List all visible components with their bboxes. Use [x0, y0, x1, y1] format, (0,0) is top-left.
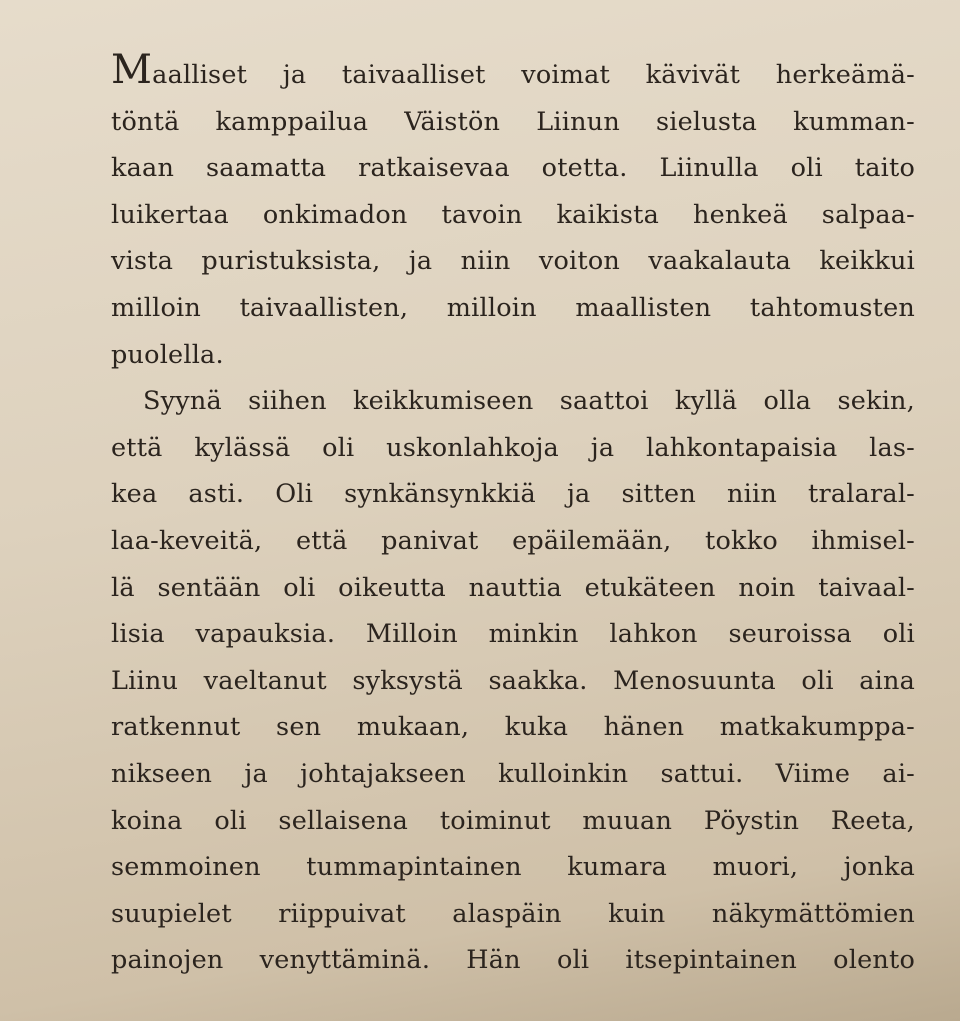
text-line: Syynä siihen keikkumiseen saattoi kyllä olla sekin,: [143, 386, 915, 417]
text-line: puolella.: [111, 339, 224, 370]
text-line: lä sentään oli oikeutta nauttia etukäteen noin taivaal-: [111, 572, 915, 603]
text-line: ratkennut sen mukaan, kuka hänen matkakumppa-: [111, 712, 915, 743]
book-page-text: [111, 47, 915, 984]
text-line: vista puristuksista, ja niin voiton vaakalauta keikkui: [111, 246, 915, 277]
text-line: semmoinen tummapintainen kumara muori, jonka: [111, 852, 915, 883]
text-line: kaan saamatta ratkaisevaa otetta. Liinulla oli taito: [111, 153, 915, 184]
text-line: suupielet riippuivat alaspäin kuin näkymättömien: [111, 898, 915, 929]
text-line: luikertaa onkimadon tavoin kaikista henkeä salpaa-: [111, 199, 915, 230]
text-line: lisia vapauksia. Milloin minkin lahkon seuroissa oli: [111, 619, 915, 650]
text-line: kea asti. Oli synkänsynkkiä ja sitten niin tralaral-: [111, 479, 915, 510]
text-line: milloin taivaallisten, milloin maallisten tahtomusten: [111, 292, 915, 323]
line-text: aalliset ja taivaalliset voimat kävivät herkeämä-: [152, 60, 915, 90]
text-line: [111, 47, 915, 99]
text-line: että kylässä oli uskonlahkoja ja lahkontapaisia las-: [111, 432, 915, 463]
text-line: Liinu vaeltanut syksystä saakka. Menosuunta oli aina: [111, 665, 915, 696]
text-line: laa-keveitä, että panivat epäilemään, tokko ihmisel-: [111, 525, 915, 556]
text-line: koina oli sellaisena toiminut muuan Pöystin Reeta,: [111, 805, 915, 836]
text-line: nikseen ja johtajakseen kulloinkin sattui. Viime ai-: [111, 758, 915, 789]
text-line: painojen venyttäminä. Hän oli itsepintainen olento: [111, 945, 915, 976]
drop-cap: M: [111, 47, 153, 93]
text-line: töntä kamppailua Väistön Liinun sielusta kumman-: [111, 106, 915, 137]
